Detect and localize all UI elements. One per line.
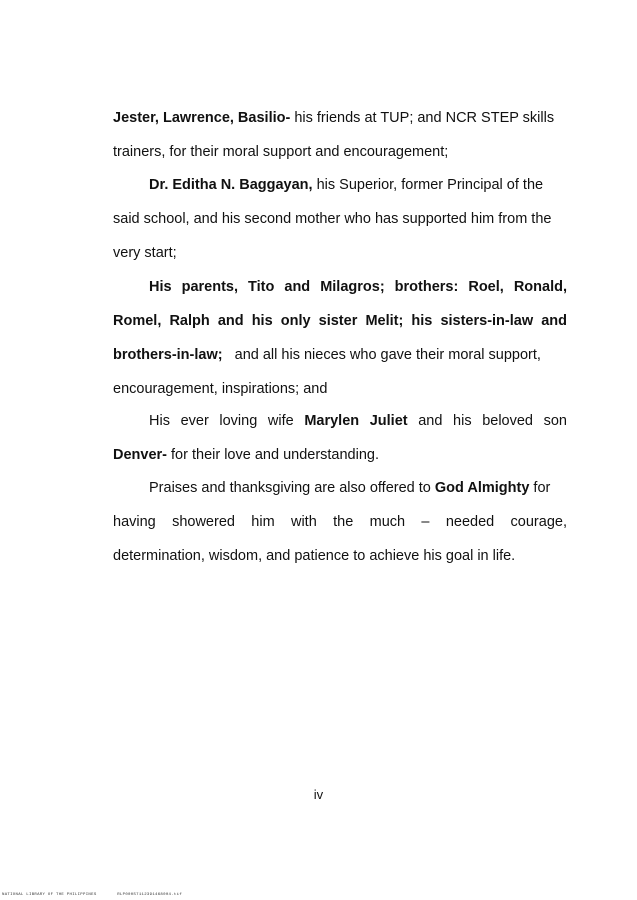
paragraph-family	[113, 270, 567, 406]
paragraph-superior	[113, 168, 567, 270]
line-text: and his beloved son	[407, 413, 567, 429]
paragraph-line	[113, 101, 567, 135]
footer-library: NATIONAL LIBRARY OF THE PHILIPPINES	[2, 893, 97, 897]
line-text: His ever loving wife	[149, 413, 305, 429]
paragraph-line	[113, 304, 567, 338]
bold-names: God Almighty	[434, 480, 530, 496]
paragraph-line: encouragement, inspirations; and	[113, 381, 328, 397]
line-text: for their love and understanding.	[167, 447, 379, 463]
paragraph-line	[113, 270, 567, 304]
paragraph-line	[113, 168, 567, 202]
line-text: and all his nieces who gave their moral support,	[222, 347, 541, 363]
line-text: his friends at TUP; and NCR STEP skills	[290, 110, 555, 126]
line-text: his Superior, former Principal of the	[312, 177, 544, 193]
paragraph-line	[113, 438, 567, 472]
paragraph-line	[113, 404, 567, 438]
paragraph-friends	[113, 101, 567, 169]
bold-names: Jester, Lawrence, Basilio-	[113, 110, 291, 126]
bold-names: Dr. Editha N. Baggayan,	[149, 177, 313, 193]
paragraph-line: said school, and his second mother who has supported him from the	[113, 211, 552, 227]
line-text: Praises and thanksgiving are also offered to	[149, 480, 435, 496]
scan-footer	[2, 893, 200, 897]
paragraph-wife-son	[113, 404, 567, 472]
paragraph-line: having showered him with the much – needed courage,	[113, 514, 567, 530]
paragraph-line	[113, 338, 567, 372]
paragraph-god	[113, 471, 567, 573]
line-text: for	[529, 480, 551, 496]
bold-names: Denver-	[113, 447, 167, 463]
page-number: iv	[313, 787, 324, 802]
footer-code: RLP000S7112391468004.tif	[117, 893, 183, 897]
paragraph-line: trainers, for their moral support and encouragement;	[113, 144, 449, 160]
bold-names: His parents, Tito and Milagros; brothers: Roel, Ronald,	[149, 279, 567, 295]
paragraph-line	[113, 471, 567, 505]
bold-names: Romel, Ralph and his only sister Melit; his sisters-in-law and	[113, 313, 567, 329]
paragraph-line: very start;	[113, 245, 177, 261]
paragraph-line: determination, wisdom, and patience to achieve his goal in life.	[113, 548, 516, 564]
bold-names: brothers-in-law;	[113, 347, 223, 363]
bold-names: Marylen Juliet	[304, 413, 408, 429]
